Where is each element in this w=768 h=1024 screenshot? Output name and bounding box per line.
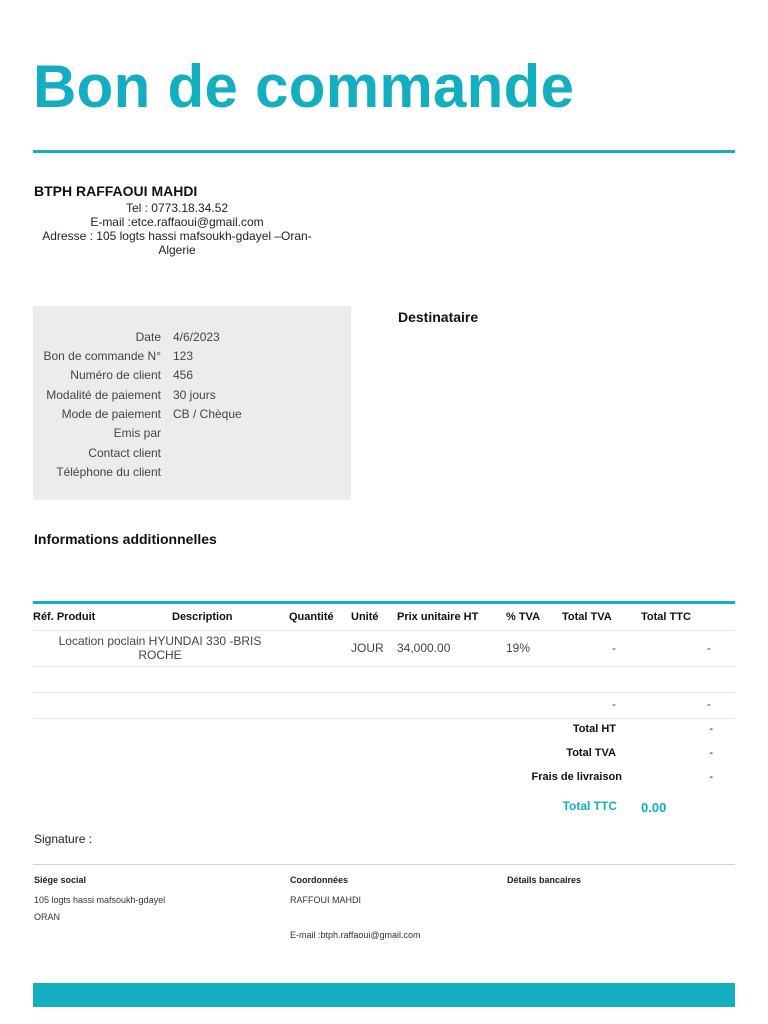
table-row-divider bbox=[33, 666, 735, 667]
footer-head-office-city: ORAN bbox=[34, 912, 61, 922]
total-ht-label: Total HT bbox=[572, 723, 616, 735]
info-label: Modalité de paiement bbox=[46, 388, 161, 402]
total-ht-value: - bbox=[709, 723, 713, 735]
company-phone: Tel : 0773.18.34.52 bbox=[125, 201, 229, 215]
row-total-ttc: - bbox=[707, 697, 711, 711]
table-row-divider bbox=[33, 718, 735, 719]
info-row-client-number bbox=[33, 368, 351, 387]
row-unit: JOUR bbox=[351, 641, 384, 655]
table-row-description bbox=[40, 634, 280, 662]
footer-accent-bar bbox=[33, 983, 735, 1007]
footer-bank-heading: Détails bancaires bbox=[507, 875, 582, 885]
info-row-client-contact bbox=[33, 446, 351, 465]
company-address-line1: Adresse : 105 logts hassi mafsoukh-gdayel –Oran- bbox=[42, 229, 312, 243]
info-row-client-phone bbox=[33, 465, 351, 484]
recipient-heading: Destinataire bbox=[398, 309, 479, 325]
row-unit-price: 34,000.00 bbox=[397, 641, 451, 655]
footer-contact-heading: Coordonnées bbox=[290, 875, 349, 885]
footer-divider bbox=[33, 864, 735, 865]
info-row-order-number bbox=[33, 349, 351, 368]
footer-contact-name: RAFFOUI MAHDI bbox=[290, 895, 361, 905]
info-value: 30 jours bbox=[173, 388, 216, 402]
info-label: Emis par bbox=[113, 426, 161, 440]
info-value: 4/6/2023 bbox=[173, 330, 220, 344]
title-divider bbox=[33, 150, 735, 153]
row-vat-rate: 19% bbox=[506, 641, 531, 655]
document-title: Bon de commande bbox=[33, 53, 575, 120]
info-row-payment-terms bbox=[33, 388, 351, 407]
col-header-vat-rate: % TVA bbox=[506, 611, 541, 623]
company-address-line2: Algerie bbox=[158, 243, 196, 257]
col-header-unit-price: Prix unitaire HT bbox=[397, 611, 479, 623]
footer-head-office-heading: Siége social bbox=[34, 875, 87, 885]
order-info-box bbox=[33, 306, 351, 500]
footer-head-office-address: 105 logts hassi mafsoukh-gdayel bbox=[34, 895, 166, 905]
info-value: 123 bbox=[173, 349, 194, 363]
row-total-ttc: - bbox=[707, 641, 711, 655]
info-label: Bon de commande N° bbox=[43, 349, 161, 363]
info-row-payment-method bbox=[33, 407, 351, 426]
table-header-divider bbox=[33, 630, 735, 631]
table-top-rule bbox=[33, 601, 735, 604]
info-label: Date bbox=[135, 330, 161, 344]
company-email: E-mail :etce.raffaoui@gmail.com bbox=[90, 215, 264, 229]
company-contact-block bbox=[34, 201, 320, 257]
shipping-value: - bbox=[709, 771, 713, 783]
info-label: Mode de paiement bbox=[61, 407, 161, 421]
total-ttc-value: 0.00 bbox=[641, 800, 667, 815]
info-label: Téléphone du client bbox=[56, 465, 161, 479]
row-description-line1: Location poclain HYUNDAI 330 -BRIS bbox=[58, 634, 262, 648]
footer-contact-email: E-mail :btph.raffaoui@gmail.com bbox=[290, 930, 421, 940]
col-header-unit: Unité bbox=[351, 611, 379, 623]
shipping-label: Frais de livraison bbox=[531, 771, 622, 783]
info-label: Contact client bbox=[88, 446, 161, 460]
total-ttc-label: Total TTC bbox=[562, 799, 617, 813]
table-row-divider bbox=[33, 692, 735, 693]
total-tva-label: Total TVA bbox=[566, 747, 616, 759]
info-value: 456 bbox=[173, 368, 194, 382]
col-header-total-ttc: Total TTC bbox=[641, 611, 691, 623]
additional-info-heading: Informations additionnelles bbox=[34, 531, 217, 547]
col-header-total-vat: Total TVA bbox=[562, 611, 612, 623]
info-value: CB / Chèque bbox=[173, 407, 242, 421]
row-total-vat: - bbox=[612, 697, 616, 711]
info-row-issued-by bbox=[33, 426, 351, 445]
company-name: BTPH RAFFAOUI MAHDI bbox=[34, 183, 198, 199]
row-total-vat: - bbox=[612, 641, 616, 655]
col-header-quantity: Quantité bbox=[289, 611, 334, 623]
col-header-description: Description bbox=[172, 611, 233, 623]
info-label: Numéro de client bbox=[70, 368, 161, 382]
total-tva-value: - bbox=[709, 747, 713, 759]
row-description-line2: ROCHE bbox=[138, 648, 182, 662]
col-header-ref: Réf. Produit bbox=[33, 611, 96, 623]
info-row-date bbox=[33, 330, 351, 349]
signature-label: Signature : bbox=[34, 832, 93, 846]
